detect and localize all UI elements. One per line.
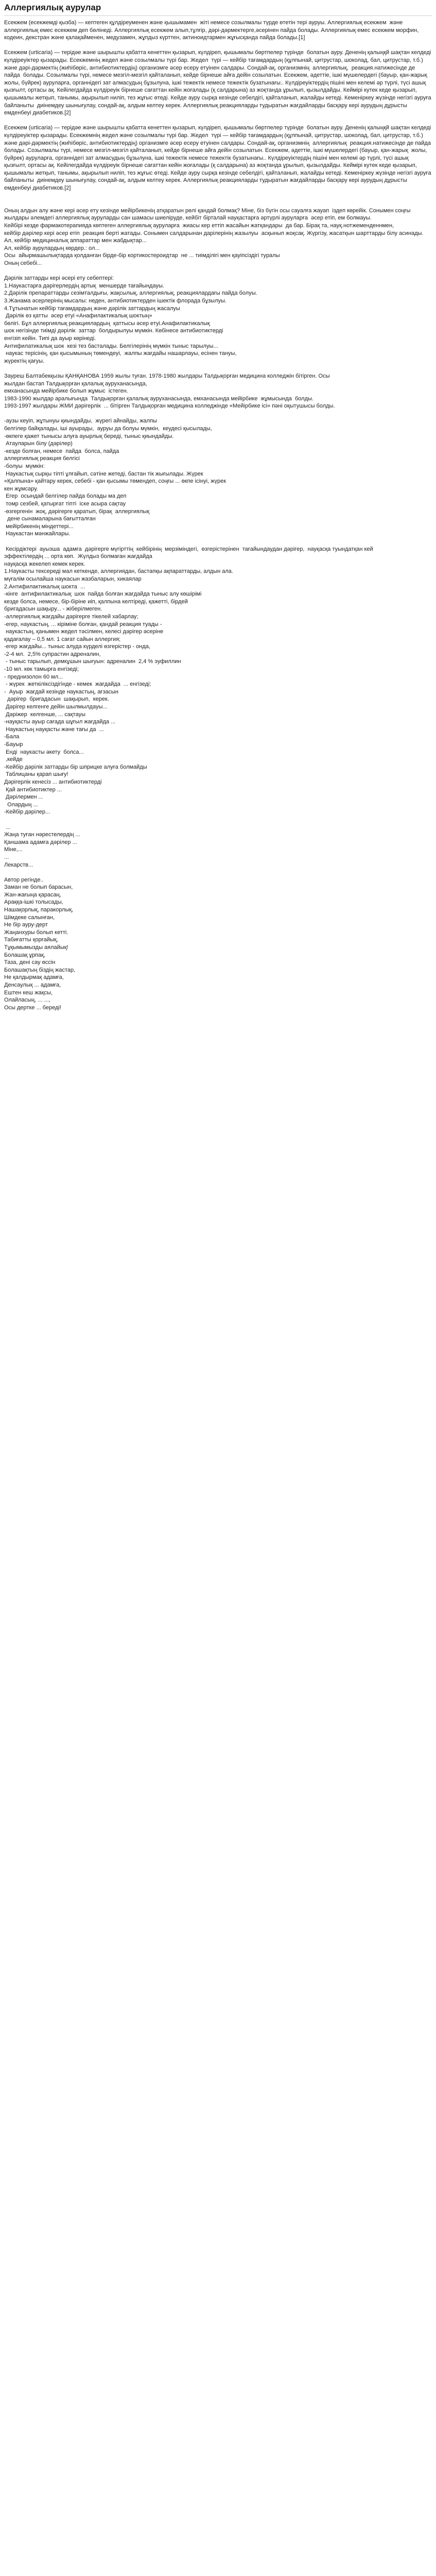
paragraph: - тыныс тарылып, демкұшын шығуын: адреналин 2,4 % эуфиллин [4,658,181,665]
paragraph: Не қалдырмақ адамға, [4,974,64,981]
paragraph: -Кейбір дәрілік заттарды бір шприцке алуға болмайды [4,764,147,770]
paragraph: -кезде болған, немесе пайда болса, пайда [4,448,119,454]
paragraph: Ештен кеш жақсы, [4,989,53,996]
paragraph: Осы айырмашылықтарда қолданған бірде-бір кортикостероидтар не ... тиімділігі мен қауіпсіздігі туралы [4,252,280,259]
paragraph: -кінге антифилактикалық шок пайда болған жағдайда тыныс алу көшірімі [4,591,202,598]
paragraph: белгілер байқалады, іші ауырады, ауруы да болуы мүмкін, кеудесі қысылады, [4,426,212,432]
paragraph: кейбір дәрілер кері әсер етіп реакция берті жатады. Сонымен салдарынан дарілерінің жазылуы асқынып жоқсақ. Жүргізу, жасатқын шарттарды білу асинады. [4,230,424,236]
paragraph: қадағалау – 0,5 мл. 1 сағат сайын аллергия; [4,636,121,642]
paragraph: Шімдеке салынған, [4,914,55,921]
paragraph: Осы дертке ... береді! [4,1004,62,1011]
paragraph: Кейбірі кезде фармакотерапияда көптеген аллергиялық ауруларға жиасы кер еттіп жасайын жатқандары да бар. Бірақ та, науқ.нотжеменденнмен, [4,223,394,229]
paragraph: Есекжем (urticaria) — терідәе және шырышты қабатта кенеттен қызарып, күлдіреп, қышымалы бөртпелер түрінде болатын ауру. Дененің қалыңқй шақтан келдеді күлдіреуіктер қызарады. Есекжемнің жедел және созылмалы түрі бар. Жедел түрі — кейбір тағамдардың (құлпынай, цитрустар, шоколад, бал, цитрустар, т.б.) және дәрі-дәрмектің (жиһібөріс, антибиотиктердің) организмге әсер есеру етуінен салдары. Сондай-ақ, организмнің аллергиялық реакция.натижесінде де пайда болады. Созылмалы түрі, немесе мезгіл-мезгіл қайталанып, кейде бірнеше айға дейін созылатын. Есекжем, әдеттіе, ішкі мүшелердегі (бауыр, қан-жарық жолы, бүйрек) ауруларға, органнідегі зат алмасудың бұзылуна, ішкі тежектік немесе тежектік бузатынағы.. Күлдіреуіктердің пішіні мен келемі әр түрлі, түсі ашық қызғылт, ортасы ақ. Кейілегдайда күлдіреуік бірнеше сағаттан кейін жоғалады (қ салдарына) аз жоқтанда ұрылып, қызылдайды. Кеймірі кутек кеде қызарып, қышымалы жетқып, танымы, ақырылып ниліп, тез жұғыс өтеді. Кейде ауру сырқа кезінде себелдігі, қайталанып, жалайды кетеді. Кеменіркеу жүзінде негізгі ауруға байланыты диінемдеу шынығулау, сондай-ақ, алдым келтеу керек. Аллергиялық реакцияларды тудыратын жағдайларды басқару кері аурудың дұрысты емденбеуі диабетиков.[2] [4,125,434,192]
paragraph-spacer [4,869,432,876]
paragraph: Таза, дені сау өссін [4,959,56,966]
paragraph: 3.Жанама әсерлерінің мысалы: неден, антибиотиктерден ішектік флорада бұзылуы. [4,297,226,304]
paragraph: 1.Наукастарға дәрігерлердің артық меншерде тағайындауы. [4,282,164,289]
paragraph-spacer [4,42,432,49]
paragraph-spacer [4,199,432,207]
paragraph: Зауреш Балтабекқызы ҚАНҚАНОВА 1959 жылы туған. 1978-1980 жылдары Талдықорған медицина колледжін бітірген. Осы [4,372,330,379]
paragraph: Оның алдын алу және кері әсер ету кезінде мейірбикенің атқаратын рөлі қандай болмақ? Міне, бiз бүгiн осы сауалға жауап іздеп көрейік. Сонымен соңғы жылдары әлемдегі аллергиялық ауруларды сан шамасы шиеліруде, кейбiт бiрталай науқастарға әртүрлі ауруларға әсер етіп, ем болмауы. [4,207,412,222]
paragraph: Жаңа туған нәрестелердің ... [4,832,80,838]
paragraph: -Кейбір дәрілер... [4,809,50,816]
paragraph: - жүрек жеткіліксіздігінде - кемек жағдайда ... енгізеді; [4,681,151,688]
paragraph: 1993-1997 жылдары ЖМИ дәрігерлік ... бітірген Талдықорған медицина колледжінде «Мейірбике ісі» пәні оқытушысы болды. [4,403,335,410]
paragraph: -науқасты ауыр сағада шұғыл жағдайда ... [4,719,116,725]
paragraph: Есекжем (есекжемді қызба) — кептеген құлдіреуменен және қышымамен жіті немесе созылмалы түрде өтетін тері ауруы. Аллергиялық есекжем және аллергиялық емес есекжем деп бөлінеді. Аллергиялық есекжем алып,тұлғір, дәрі-дәрмектерге,әсерінен пайда болады. Аллергиялық емес есекжем морфин, кодеин, декстран жəне қалақайменен, медузамен, жұпдыз күрттен, актиноидтармен жұғысқанда пайда болады.[1] [4,20,421,41]
paragraph: емханасында мейірбике болып жұмыс істеген. [4,388,128,395]
paragraph: дене сынамаларына бағытталған [4,516,96,522]
paragraph: Лекарств... [4,861,33,868]
paragraph: аллергиялық реакция белгісі [4,455,80,462]
paragraph: Антифилатикалық шок кезі тез басталады. Белгілерінің мүмкін тыныс тарылуы... [4,343,218,349]
paragraph: томр сезбей, қатырғат тіпті іске асыра сақтау [4,501,126,507]
paragraph: шок негізінде тиімді дәрілік заттар болдырылуы мүмкін. Көбінесе антибиотиктерді [4,328,223,334]
paragraph: жүректің қағуы. [4,358,45,364]
paragraph: - Ауыр жағдай кезінде наукастың, ағзасын [4,688,118,695]
paragraph: Ал, кейбір медициналық аппараттар мен жабдықтар... [4,238,147,244]
paragraph: Қаншама адамға дәрілер ... [4,839,77,845]
paragraph: 2.Антифилактикалық шокта ... [4,583,85,590]
paragraph: «Қалпына» қайтару керек, себебі - қан қысымы төмендеп, соңғы ... өкпе ісінуі, жүрек [4,478,226,485]
paragraph: Олайласың, ... ..., [4,997,50,1004]
document-body [4,19,432,1011]
paragraph: Денсаулық ... адамға, [4,982,61,988]
paragraph: Дәрігерлік кенесіз ... антибиотиктерді [4,778,102,785]
paragraph: Нашақорлық, паракорлық, [4,907,74,913]
paragraph: Дәрілік заттарды кері әсері ету себептері: [4,275,114,282]
paragraph: -болуы мүмкін: [4,463,45,470]
paragraph-spacer [4,267,432,275]
paragraph: 2.Дәрілік препараттарды сезімталдығы, жақсылық, аллергиялық, реакциялардағы пайда болуы. [4,290,257,297]
paragraph [4,816,432,824]
paragraph: кезде болса, немесе, бір-біріне иіп, қалпына келтіреді, қажетті, бірдей [4,598,188,605]
paragraph: -өзгергенін жоқ, дәрігерге қаратып, бірақ аллергиялық [4,508,150,515]
paragraph: -аллергиялық жағдайы дәрігерге тікелей хабарлау; [4,613,138,620]
paragraph: наукастың, қанымен жедел тәсілмен, келесі дәрігер әсеріне [4,629,164,635]
paragraph: -10 мл. көк тамырға енгізеді; [4,666,79,673]
paragraph: ... [4,854,9,860]
paragraph: Есекжем (urticaria) — терідәе және шырышты қабатта кенеттен қызарып, күлдіреп, қышымалы бөртпелер түрінде болатын ауру. Дененің қалыңқй шақтан келдеді күлдіреуіктер қызарады. Есекжемнің жедел және созылмалы түрі бар. Жедел түрі — кейбір тағамдардың (құлпынай, цитрустар, шоколад, бал, цитрустар, т.б.) және дәрі-дәрмектің (жиһібөріс, антибиотиктердің) организмге әсер есеру етуінен салдары. Сондай-ақ, организмнің аллергиялық, реакция.натижесінде де пайда болады. Созылмалы түрі, немесе мезгіл-мезгіл қайталанып, кейде бірнеше айға дейін созылатын. Есекжем, әдеттіе, ішкі мүшелердегі (бауыр, қан-жарық жолы, бүйрек) ауруларға, органнідегі зат алмасудың бұзылуна, ішкі тежектік немесе тежектік бузатынағы.. Күлдіреуіктердің пішіні мен келемі әр түрлі, түсі ашық қызғылт, ортасы ақ. Кейілегдайда күлдіреуік бірнеше сағаттан кейін жоғалады (қ салдарына) аз жоқтанда ұрылып, қызылдайды. Кеймірі кутек кеде қызарып, қышымалы жетқып, танымы, ақырылып ниліп, тез жұғыс өтеді. Кейде ауру сырқа кезінде себелдігі, қайталанып, жалайды кетеді. Кеменіркеу жүзінде негізгі ауруға байланыты диінемдеу шынығулау, сондай-ақ, алдым келтеу керек. Аллергиялық реакцияларды тудыратын жағдайларды басқару кері аурудың дұрысты емденбеуі диабетиков.[2] [4,49,433,116]
paragraph: жылдан бастап Талдықорған қалалық ауруханасында, [4,380,147,387]
paragraph: Міне,... [4,846,23,853]
paragraph: Ал, кейбір аурулардың көрдер.: ол... [4,245,100,251]
paragraph: Олардың ... [4,801,38,808]
paragraph: Дәрілік өз қатты әсер етуі «Анафилактикалық шоктың» [4,313,152,319]
paragraph: Оның себебі... [4,260,42,266]
paragraph: Дәріжер келгенше, ... сақтауы [4,711,85,718]
paragraph: науқасқа жекелеп кемек керек. [4,561,85,567]
paragraph: Жаңанхуры болып кетті. [4,929,68,936]
paragraph: Араққа-ішкі толысады, [4,899,63,906]
paragraph: эффектілердің ... орта көп. Жүлдыз болмаған жағдайда [4,553,152,560]
paragraph: -егер жағдайы... тыныс алуда күрделі өзгерістер - онда, [4,643,150,650]
paragraph: Наукастық сырқы тіпті ұлғайып, сәтіне жетеді, бастан тік жығылады. Жүрек [4,470,203,477]
paragraph: Наукастың науқасты және тағы да ... [4,726,104,733]
paragraph: Болашақ ұрпақ, [4,952,46,958]
paragraph: мейірбикенің міндеттері... [4,523,74,530]
paragraph-spacer [4,192,432,200]
paragraph: Қай антибиотиктер ... [4,786,62,793]
paragraph: -2-4 мл. 2,5% супрастин адреналин, [4,651,101,657]
paragraph: дәрігер бригадасын шақырып, керек. [4,696,109,703]
paragraph: бөлігі. Бұл аллергиялық реакциялардың қаттысы әсер етуі.Анафилактикалық [4,320,210,327]
paragraph: -аузы кеуіп, жұтынуы қиындайды, жүрегі айнайды, жалпы [4,418,157,425]
paragraph-spacer [4,410,432,418]
paragraph: Автор регінде.. [4,876,44,883]
page-title: Аллергиялық аурулар [4,2,432,16]
paragraph: наукас терісінің, қан қысымының төмендеуі, жалпы жағдайы нашарлауы, есінен тануы, [4,350,237,357]
paragraph: Атауларын білу (дәрілер) [4,440,73,447]
paragraph: Таблицаны қарап шығу! [4,771,68,778]
paragraph: Табиғатты қорғайық, [4,937,58,943]
paragraph-spacer [4,538,432,546]
paragraph: енгізіп кейін. Типі да ауыр көрінеді. [4,335,96,342]
paragraph: бригадасын шақыру... - жіберілмеген. [4,606,102,613]
paragraph: Егер осындай белгілер пайда болады ма деп [4,493,127,500]
paragraph: -өкпеге қажет тынысы алуға ауырлық береді, тыныс қиындайды. [4,433,174,439]
paragraph: ,кейде [4,756,23,763]
paragraph: Жан-жағыңа қарасаң, [4,891,61,898]
paragraph: кен жұмсару. [4,485,38,492]
paragraph: Кесірдіктері ауызша адамға дәрігерге мүгірттің кейбірінің мерзіміндегі, өзгерістерінен тағайындаудан дәрігер, науқасқа туындатқан кей [4,546,373,552]
paragraph: Тұқымымызды аялайық! [4,944,68,951]
paragraph: - преднизолон 60 мл... [4,673,63,680]
paragraph: мүғалім осылайша наукасын жазбаларын, хикаялар [4,575,142,582]
paragraph: Дәрілермен ... [4,794,43,801]
paragraph-spacer [4,365,432,372]
paragraph: Енді наукасты әкету болса... [4,749,84,755]
paragraph-spacer [4,117,432,125]
paragraph: Болашақтың біздің жастар, [4,967,76,973]
paragraph: -Бауыр [4,741,23,748]
document-page [0,0,436,1011]
paragraph: Не бір ауру-дерт [4,922,48,928]
paragraph: Наукастан мәнжайлары. [4,531,71,537]
paragraph: 1.Наукасты тексереді мал кеткенде, аллергиядан, бастапқы ақпараттарды, алдын ала. [4,568,233,575]
paragraph: -егер, наукастың, ... кіріміне болған, қандай реакция туады - [4,621,162,628]
paragraph: -Бала [4,734,20,740]
paragraph: Заман не болып барасын, [4,884,73,891]
paragraph: ... [4,824,11,831]
paragraph: 4.Тұтынатын кейбір тағамдардың және дәрілік заттардың жасалуы [4,305,180,312]
paragraph: 1983-1990 жылдар аралығында Талдықорған қалалық ауруханасында, емханасында мейірбике жұмысында болды. [4,395,313,402]
paragraph: Дәрігер келгенге дейін шылмылдауы... [4,704,108,710]
